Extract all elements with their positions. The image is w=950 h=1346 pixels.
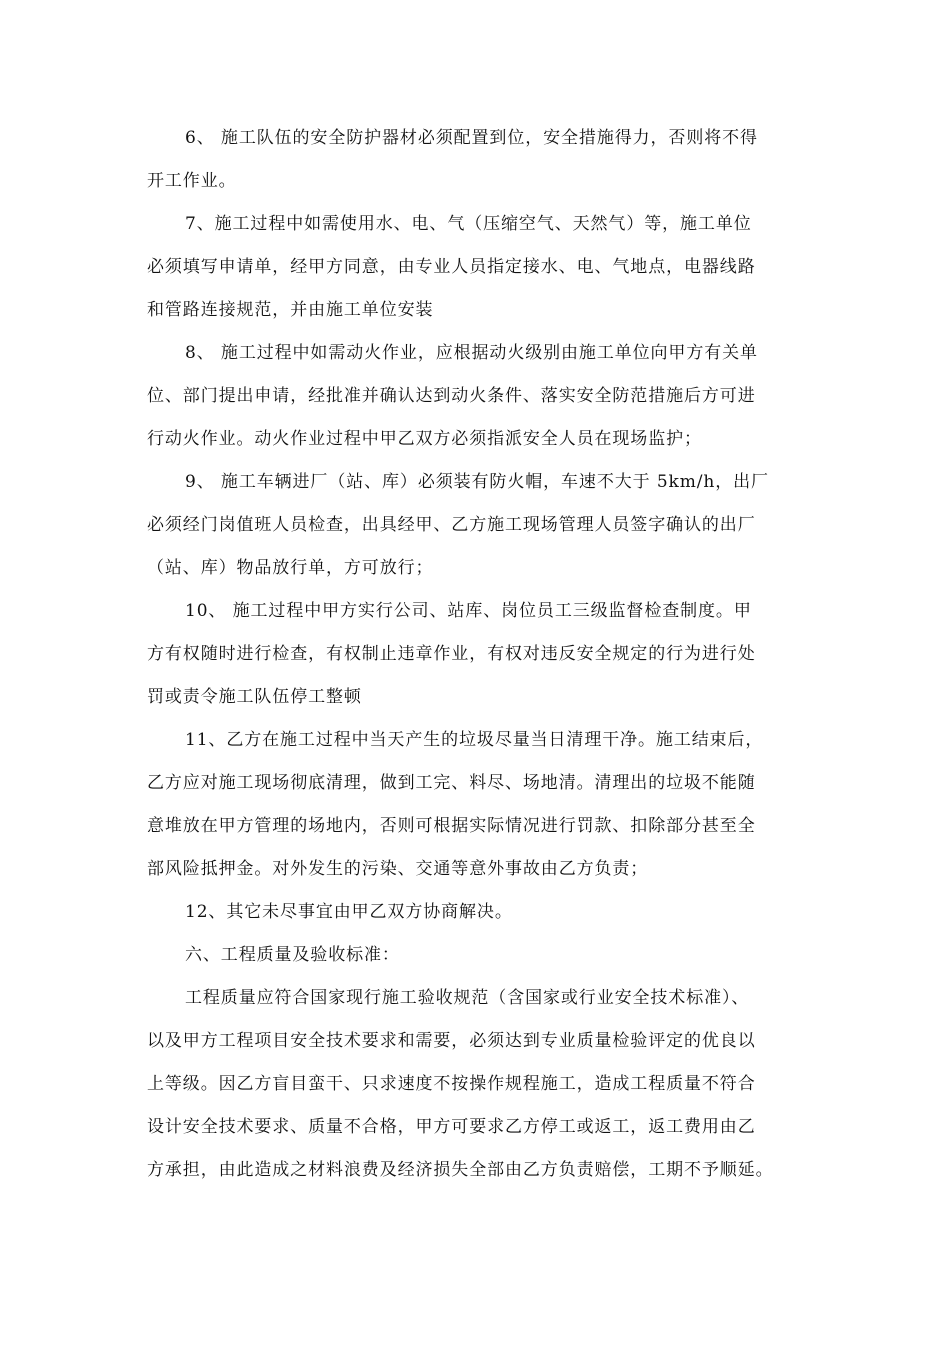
clause-10-line-1: 10、 施工过程中甲方实行公司、站库、岗位员工三级监督检查制度。甲 xyxy=(185,601,752,621)
clause-6-line-2: 开工作业。 xyxy=(147,171,237,191)
clause-9-line-2: 必须经门岗值班人员检查，出具经甲、乙方施工现场管理人员签字确认的出厂 xyxy=(147,515,756,535)
quality-paragraph-line-1: 工程质量应符合国家现行施工验收规范（含国家或行业安全技术标准）、 xyxy=(185,988,750,1008)
clause-11-line-4: 部风险抵押金。对外发生的污染、交通等意外事故由乙方负责； xyxy=(147,859,649,879)
clause-9-line-3: （站、库）物品放行单，方可放行； xyxy=(147,558,434,578)
document-body xyxy=(147,121,812,1196)
quality-paragraph-line-2: 以及甲方工程项目安全技术要求和需要，必须达到专业质量检验评定的优良以 xyxy=(147,1031,756,1051)
clause-11-line-3: 意堆放在甲方管理的场地内，否则可根据实际情况进行罚款、扣除部分甚至全 xyxy=(147,816,756,836)
quality-paragraph-line-3: 上等级。因乙方盲目蛮干、只求速度不按操作规程施工，造成工程质量不符合 xyxy=(147,1074,756,1094)
clause-11-line-1: 11、乙方在施工过程中当天产生的垃圾尽量当日清理干净。施工结束后， xyxy=(185,730,764,750)
clause-6-line-1: 6、 施工队伍的安全防护器材必须配置到位，安全措施得力，否则将不得 xyxy=(185,128,758,148)
clause-7-line-1: 7、施工过程中如需使用水、电、气（压缩空气、天然气）等，施工单位 xyxy=(185,214,752,234)
clause-12-line-1: 12、其它未尽事宜由甲乙双方协商解决。 xyxy=(185,902,513,922)
clause-10-line-3: 罚或责令施工队伍停工整顿 xyxy=(147,687,362,707)
clause-7-line-3: 和管路连接规范，并由施工单位安装 xyxy=(147,300,434,320)
clause-8-line-2: 位、部门提出申请，经批准并确认达到动火条件、落实安全防范措施后方可进 xyxy=(147,386,756,406)
clause-11-line-2: 乙方应对施工现场彻底清理，做到工完、料尽、场地清。清理出的垃圾不能随 xyxy=(147,773,756,793)
clause-7-line-2: 必须填写申请单，经甲方同意，由专业人员指定接水、电、气地点，电器线路 xyxy=(147,257,756,277)
quality-paragraph-line-4: 设计安全技术要求、质量不合格，甲方可要求乙方停工或返工，返工费用由乙 xyxy=(147,1117,756,1137)
clause-8-line-3: 行动火作业。动火作业过程中甲乙双方必须指派安全人员在现场监护； xyxy=(147,429,702,449)
clause-8-line-1: 8、 施工过程中如需动火作业，应根据动火级别由施工单位向甲方有关单 xyxy=(185,343,758,363)
clause-10-line-2: 方有权随时进行检查，有权制止违章作业，有权对违反安全规定的行为进行处 xyxy=(147,644,756,664)
section-6-heading: 六、工程质量及验收标准： xyxy=(185,945,400,965)
quality-paragraph-line-5: 方承担，由此造成之材料浪费及经济损失全部由乙方负责赔偿，工期不予顺延。 xyxy=(147,1160,774,1180)
clause-9-line-1: 9、 施工车辆进厂（站、库）必须装有防火帽，车速不大于 5km/h，出厂 xyxy=(185,472,769,492)
